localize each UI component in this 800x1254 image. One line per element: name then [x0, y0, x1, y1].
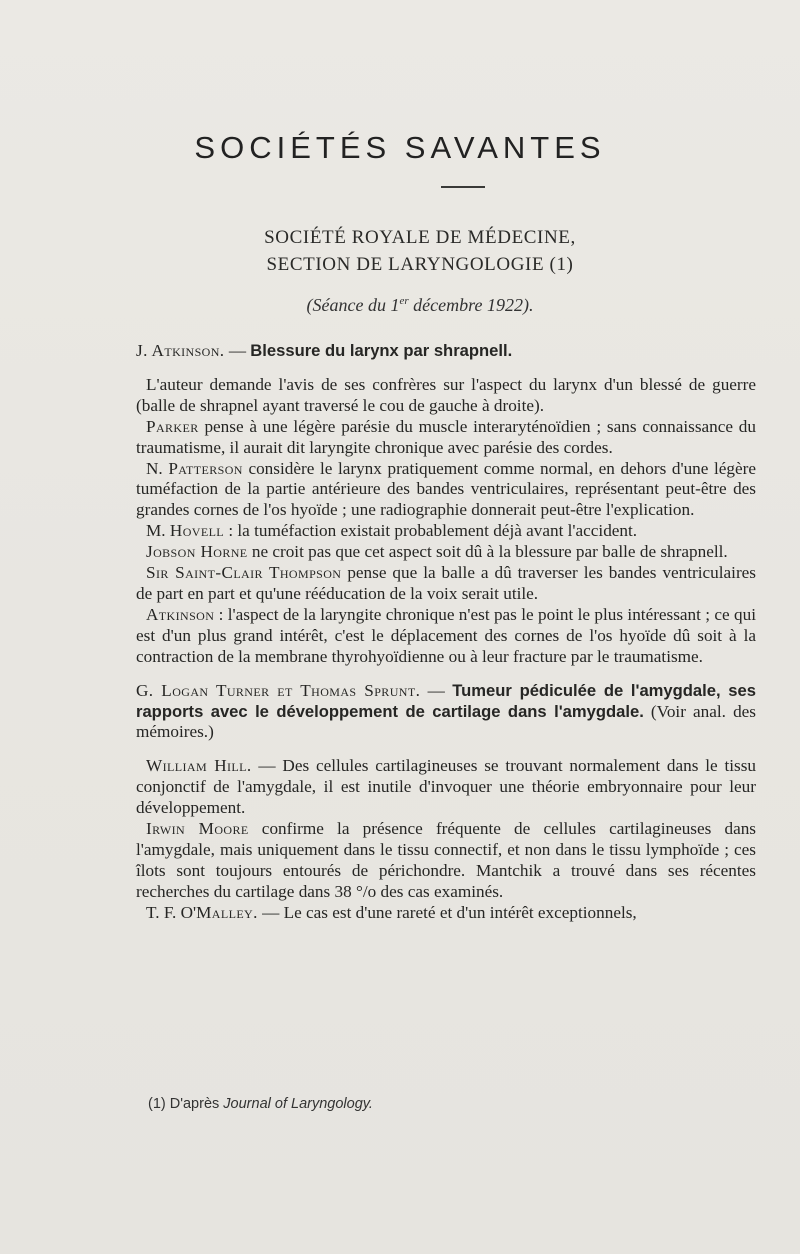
seance-date	[20, 295, 800, 316]
paragraph-text: : la tuméfaction existait probablement déjà avant l'accident.	[224, 521, 638, 541]
article2-heading	[136, 681, 756, 744]
paragraph: L'auteur demande l'avis de ses confrères sur l'aspect du larynx d'un blessé de guerre (balle de shrapnel ayant traversé le cou de gauche à droite).	[136, 374, 756, 415]
paragraph	[136, 605, 756, 668]
paragraph	[136, 459, 756, 522]
speaker-name: Parker	[146, 416, 199, 436]
paragraph-text: ne croit pas que cet aspect soit dû à la blessure par balle de shrapnell.	[247, 542, 728, 562]
paragraph-text: — Le cas est d'une rareté et d'un intérêt exceptionnels,	[257, 902, 637, 922]
speaker-initial: M.	[146, 521, 170, 541]
paragraph	[136, 521, 756, 542]
society-name: SOCIÉTÉ ROYALE DE MÉDECINE,	[264, 227, 576, 248]
seance-prefix: (Séance du 1	[306, 295, 400, 315]
speaker-name: Irwin Moore	[146, 819, 249, 839]
speaker-name: Sir Saint-Clair Thompson	[146, 563, 342, 583]
paragraph-text: confirme la présence fréquente de cellules cartilagineuses dans l'amygdale, mais uniquement dans le tissu connectif, et non dans le tissu lymphoïde ; ces îlots sont toujours entourés de périchondre. Mantchik a trouvé dans ses récentes recherches du cartilage dans 38 °/o des cas examinés.	[136, 819, 756, 901]
society-section: SECTION DE LARYNGOLOGIE (1)	[266, 254, 574, 275]
speaker-initial: N.	[146, 458, 169, 478]
paragraph-text: pense que la balle a dû traverser les bandes ventriculaires de part en part et qu'une rééducation de la voix serait utile.	[136, 563, 756, 603]
article1-dash: —	[224, 341, 251, 360]
speaker-name: William Hill.	[146, 756, 252, 776]
article2-authors: G. Logan Turner et Thomas Sprunt.	[136, 680, 421, 700]
footnote	[148, 1096, 373, 1112]
speaker-name: Atkinson	[146, 604, 215, 624]
paragraph	[136, 417, 756, 459]
seance-suffix: décembre 1922).	[408, 295, 534, 315]
paragraph-text: : l'aspect de la laryngite chronique n'est pas le point le plus intéressant ; ce qui est d'un plus grand intérêt, c'est le déplacement des cornes de l'os hyoïde dû soit à la contraction de la membrane thyrohyoïdienne ou à leur fracture par le traumatisme.	[136, 604, 756, 666]
paragraph-text: — Des cellules cartilagineuses se trouvant normalement dans le tissu conjonctif de l'amygdale, il est inutile d'invoquer une théorie embryonnaire pour leur développement.	[136, 756, 756, 818]
article1-title: Blessure du larynx par shrapnell.	[250, 341, 513, 360]
article2-title: Tumeur pédiculée de l'amygdale, ses rapports avec le développement de cartilage dans l'amygdale.	[136, 680, 756, 721]
page-title: SOCIÉTÉS SAVANTES	[194, 130, 606, 165]
paragraph	[136, 819, 756, 903]
paragraph	[136, 563, 756, 605]
article-body	[136, 341, 756, 924]
footnote-prefix: (1) D'après	[148, 1096, 224, 1112]
article1-author: J. Atkinson.	[136, 341, 225, 360]
paragraph-text: pense à une légère parésie du muscle interaryténoïdien ; sans connaissance du traumatisme, il aurait dit laryngite chronique avec parésie des cordes.	[136, 416, 756, 457]
speaker-name: Jobson Horne	[146, 542, 248, 562]
speaker-name: Hovell	[169, 521, 225, 541]
paragraph	[136, 542, 756, 563]
article2-dash: —	[420, 680, 453, 700]
title-rule	[441, 186, 485, 188]
paragraph	[136, 756, 756, 819]
article2-note: (Voir anal. des mémoires.)	[136, 701, 756, 742]
paragraph-text: considère le larynx pratiquement comme normal, en dehors d'une légère tuméfaction de la partie antérieure des bandes ventriculaires, représentant peut-être des grandes cornes de l'os hyoïde ; une radiographie donnerait peut-être l'explication.	[136, 458, 756, 520]
paragraph	[136, 903, 756, 924]
article1-heading	[136, 341, 756, 362]
footnote-journal: Journal of Laryngology.	[223, 1096, 373, 1112]
speaker-name: Malley.	[196, 902, 258, 922]
speaker-initial: T. F. O'	[146, 902, 197, 922]
speaker-name: Patterson	[168, 458, 243, 478]
seance-sup: er	[399, 295, 409, 307]
